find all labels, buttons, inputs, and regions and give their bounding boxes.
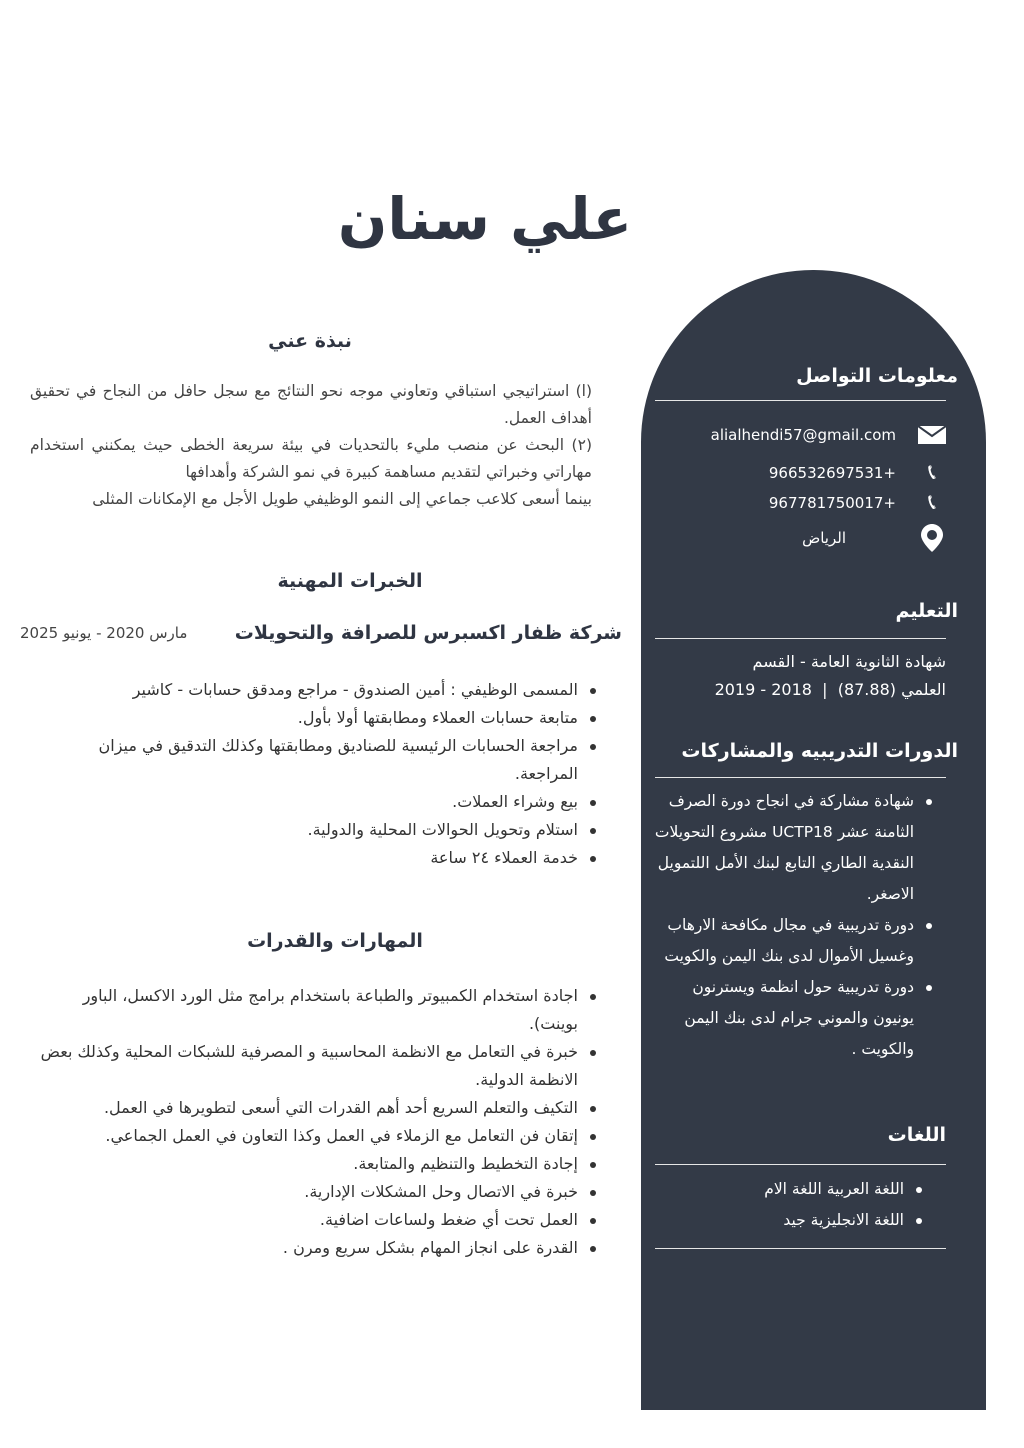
experience-title: الخبرات المهنية [277, 570, 423, 592]
list-item: إجادة التخطيط والتنظيم والمتابعة. [35, 1150, 600, 1178]
list-item: خبرة في التعامل مع الانظمة المحاسبية و المصرفية للشبكات المحلية وكذلك بعض الانظمة الدولية. [35, 1038, 600, 1094]
list-item: اللغة الانجليزية جيد [764, 1205, 926, 1236]
contact-phone [769, 490, 946, 515]
list-item: القدرة على انجاز المهام بشكل سريع ومرن . [35, 1234, 600, 1262]
location-text: الرياض [802, 529, 846, 547]
list-item: المسمى الوظيفي : أمين الصندوق - مراجع ومدقق حسابات - كاشير [40, 676, 600, 704]
list-item: شهادة مشاركة في انجاح دورة الصرف الثامنة عشر UCTP18 مشروع التحويلات النقدية الطاري التابع لبنك الأمل اللتمويل الاصغر. [651, 786, 936, 910]
languages-title: اللغات [887, 1124, 946, 1146]
courses-list [651, 786, 936, 1065]
phone-text[interactable]: +967781750017 [768, 493, 896, 512]
company-name: شركة ظفار اكسبرس للصرافة والتحويلات [234, 622, 622, 644]
courses-title: الدورات التدريبيه والمشاركات [681, 740, 958, 762]
contact-email [711, 426, 946, 444]
envelope-icon [918, 426, 946, 444]
candidate-name: علي سنان [337, 185, 633, 253]
languages-list [764, 1174, 926, 1236]
contact-location [802, 524, 946, 552]
divider [655, 1248, 946, 1249]
list-item: مراجعة الحسابات الرئيسية للصناديق ومطابقتها وكذلك التدقيق في ميزان المراجعة. [40, 732, 600, 788]
list-item: متابعة حسابات العملاء ومطابقتها أولا بأول. [40, 704, 600, 732]
list-item: استلام وتحويل الحوالات المحلية والدولية. [40, 816, 600, 844]
education-entry [715, 648, 946, 704]
divider [655, 638, 946, 639]
phone-icon: 📞︎ [928, 460, 936, 485]
list-item: العمل تحت أي ضغط ولساعات اضافية. [35, 1206, 600, 1234]
skills-title: المهارات والقدرات [247, 930, 423, 952]
education-details: العلمي (87.88) | 2018 - 2019 [714, 680, 946, 699]
divider [655, 777, 946, 778]
list-item: دورة تدريبية في مجال مكافحة الارهاب وغسيل الأموال لدى بنك اليمن والكويت [651, 910, 936, 972]
divider [655, 400, 946, 401]
list-item: إتقان فن التعامل مع الزملاء في العمل وكذا التعاون في العمل الجماعي. [35, 1122, 600, 1150]
location-pin-icon [918, 524, 946, 552]
list-item: اللغة العربية اللغة الام [764, 1174, 926, 1205]
list-item: اجادة استخدام الكمبيوتر والطباعة باستخدام برامج مثل الورد الاكسل، الباور بوينت). [35, 982, 600, 1038]
sidebar [641, 270, 986, 1410]
list-item: التكيف والتعلم السريع أحد أهم القدرات التي أسعى لتطويرها في العمل. [35, 1094, 600, 1122]
contact-phone [769, 460, 946, 485]
about-line: بينما أسعى كلاعب جماعي إلى النمو الوظيفي طويل الأجل مع الإمكانات المثلى [92, 490, 592, 508]
phone-icon: 📞︎ [928, 490, 936, 515]
skills-list [35, 982, 600, 1262]
email-text[interactable]: alialhendi57@gmail.com [710, 426, 896, 444]
about-line: (٢) البحث عن منصب مليء بالتحديات في بيئة سريعة الخطى حيث يمكنني استخدام مهاراتي وخبراتي لتقديم مساهمة كبيرة في نمو الشركة وأهدافها [30, 436, 592, 481]
list-item: خدمة العملاء ٢٤ ساعة [40, 844, 600, 872]
experience-period: مارس 2020 - يونيو 2025 [20, 624, 188, 642]
list-item: دورة تدريبية حول انظمة ويسترنون يونيون والموني جرام لدى بنك اليمن والكويت . [651, 972, 936, 1065]
education-title: التعليم [895, 600, 958, 622]
about-section [30, 378, 592, 513]
education-degree: شهادة الثانوية العامة - القسم [752, 652, 946, 671]
about-line: (ا) استراتيجي استباقي وتعاوني موجه نحو النتائج مع سجل حافل من النجاح في تحقيق أهداف العمل. [30, 382, 592, 427]
about-title: نبذة عني [268, 330, 352, 352]
list-item: بيع وشراء العملات. [40, 788, 600, 816]
experience-list [40, 676, 600, 872]
list-item: خبرة في الاتصال وحل المشكلات الإدارية. [35, 1178, 600, 1206]
phone-text[interactable]: +966532697531 [768, 463, 896, 482]
divider [655, 1164, 946, 1165]
contact-title: معلومات التواصل [796, 365, 958, 387]
